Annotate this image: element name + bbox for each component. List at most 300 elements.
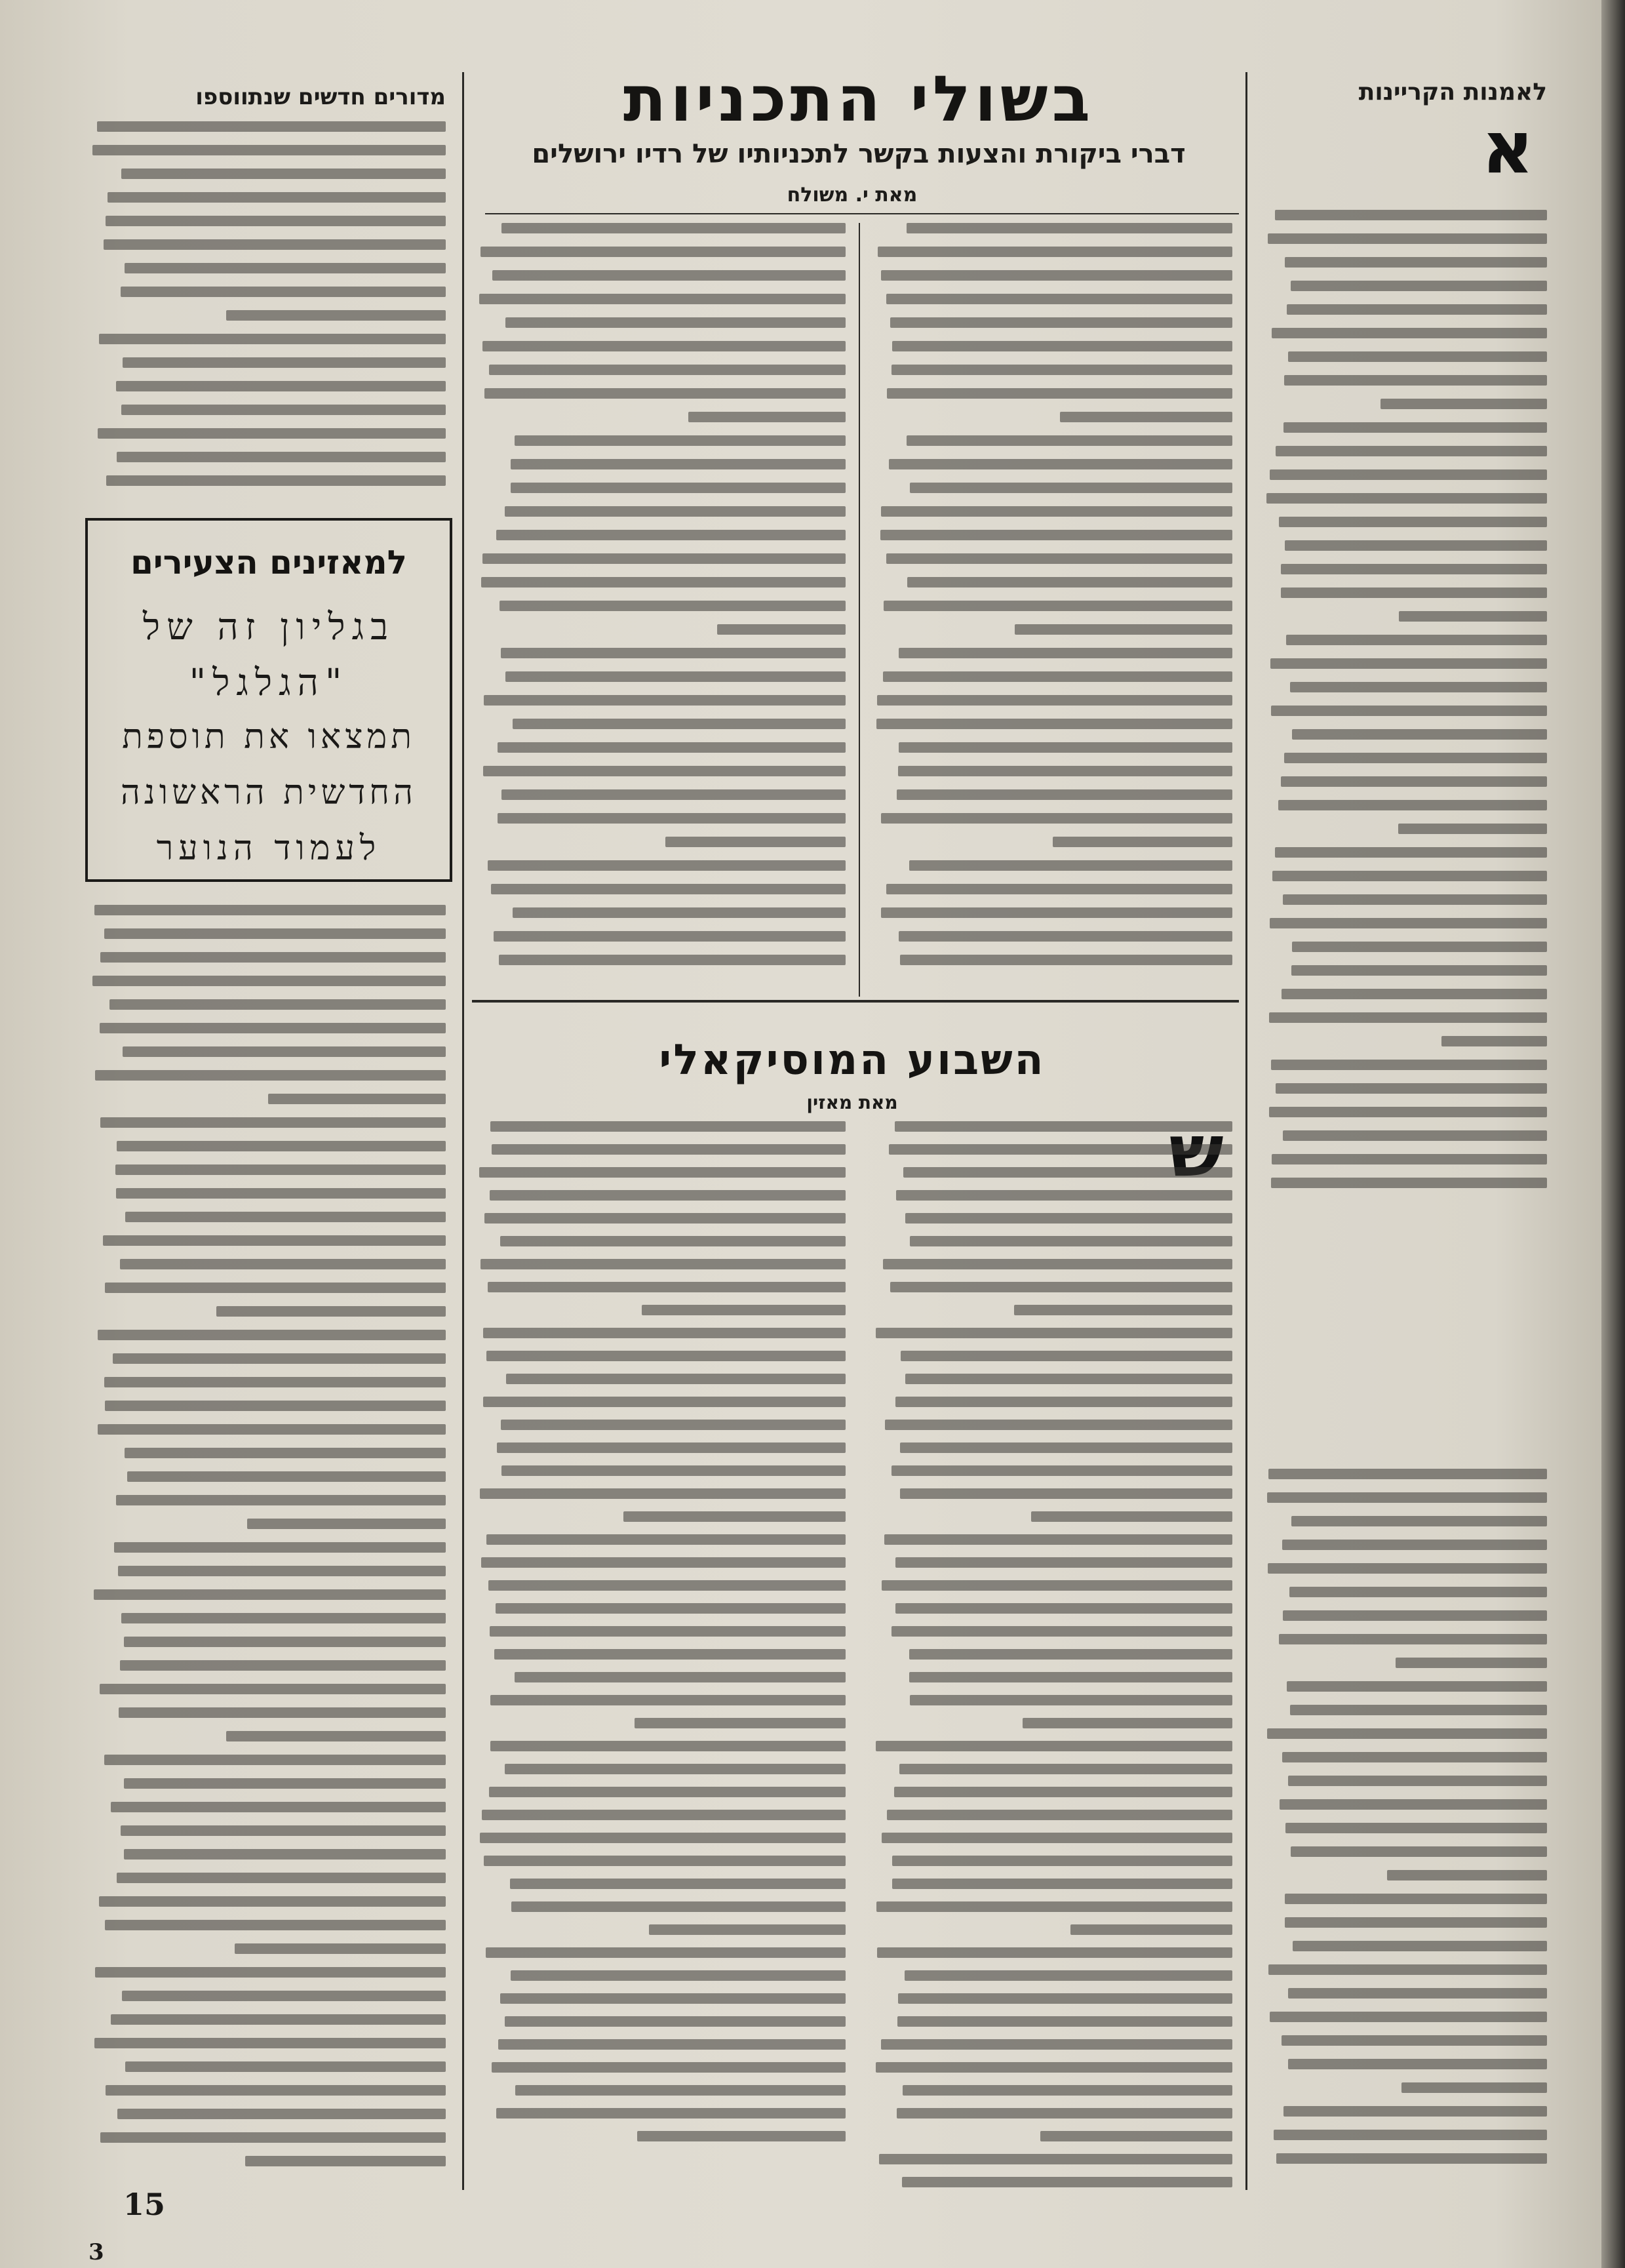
text-line-placeholder	[876, 1901, 1232, 1912]
text-line-placeholder	[124, 1778, 446, 1789]
text-line-placeholder	[889, 1144, 1232, 1155]
text-line-placeholder	[1023, 1718, 1232, 1728]
text-line-placeholder	[909, 860, 1232, 871]
text-line-placeholder	[895, 1121, 1232, 1132]
text-line-placeholder	[910, 1695, 1232, 1705]
text-line-placeholder	[1292, 729, 1547, 740]
text-line-placeholder	[882, 1580, 1232, 1591]
text-line-placeholder	[104, 1755, 446, 1765]
text-line-placeholder	[892, 1856, 1232, 1866]
text-line-placeholder	[1286, 635, 1547, 645]
text-line-placeholder	[106, 216, 446, 226]
text-line-placeholder	[104, 928, 446, 939]
text-line-placeholder	[106, 2085, 446, 2096]
text-line-placeholder	[903, 1167, 1232, 1178]
text-line-placeholder	[884, 601, 1232, 611]
text-line-placeholder	[100, 1023, 446, 1033]
text-line-placeholder	[486, 1351, 846, 1361]
text-line-placeholder	[1283, 894, 1547, 905]
headline-rule	[485, 213, 1239, 214]
text-line-placeholder	[124, 1637, 446, 1647]
text-line-placeholder	[907, 223, 1232, 233]
notice-box	[85, 518, 452, 882]
text-line-placeholder	[118, 1566, 446, 1576]
text-line-placeholder	[484, 695, 846, 706]
text-line-placeholder	[482, 1810, 846, 1820]
main-article-column-right	[875, 223, 1232, 977]
text-line-placeholder	[891, 365, 1232, 375]
text-line-placeholder	[897, 2016, 1232, 2027]
text-line-placeholder	[1280, 1799, 1547, 1810]
text-line-placeholder	[905, 1213, 1232, 1224]
text-line-placeholder	[878, 247, 1232, 257]
text-line-placeholder	[484, 1856, 846, 1866]
text-line-placeholder	[245, 2156, 446, 2166]
text-line-placeholder	[483, 1328, 846, 1338]
text-line-placeholder	[235, 1943, 446, 1954]
text-line-placeholder	[1270, 658, 1547, 669]
text-line-placeholder	[1279, 517, 1547, 527]
notice-box-title: למאזינים הצעירים	[130, 544, 407, 582]
text-line-placeholder	[484, 388, 846, 399]
main-byline: מאת י. משולח	[787, 184, 918, 207]
text-line-placeholder	[482, 553, 846, 564]
text-line-placeholder	[1289, 1587, 1547, 1597]
text-line-placeholder	[98, 1424, 446, 1435]
text-line-placeholder	[486, 1534, 846, 1545]
text-line-placeholder	[491, 884, 846, 894]
text-line-placeholder	[121, 1613, 446, 1623]
music-top-rule	[472, 1000, 1239, 1003]
text-line-placeholder	[105, 1283, 446, 1293]
text-line-placeholder	[1271, 1060, 1547, 1070]
notice-box-line: בגליון זה של	[142, 606, 395, 648]
text-line-placeholder	[1060, 412, 1232, 422]
text-line-placeholder	[505, 1764, 846, 1774]
text-line-placeholder	[121, 287, 446, 297]
text-line-placeholder	[488, 860, 846, 871]
text-line-placeholder	[1272, 871, 1547, 881]
text-line-placeholder	[105, 1920, 446, 1930]
text-line-placeholder	[900, 955, 1232, 965]
text-line-placeholder	[125, 1212, 446, 1222]
text-line-placeholder	[115, 1164, 446, 1175]
text-line-placeholder	[105, 1401, 446, 1411]
text-line-placeholder	[497, 1442, 846, 1453]
text-line-placeholder	[1285, 1917, 1547, 1928]
text-line-placeholder	[1287, 1681, 1547, 1692]
text-line-placeholder	[498, 2039, 846, 2050]
notice-box-line: החדשית הראשונה	[121, 773, 417, 812]
text-line-placeholder	[896, 1190, 1232, 1201]
text-line-placeholder	[127, 1471, 446, 1482]
text-line-placeholder	[1272, 328, 1547, 338]
text-line-placeholder	[1275, 847, 1547, 858]
text-line-placeholder	[500, 1993, 846, 2004]
text-line-placeholder	[100, 952, 446, 963]
text-line-placeholder	[505, 506, 846, 517]
main-article-column-left	[479, 223, 846, 977]
text-line-placeholder	[108, 192, 446, 203]
text-line-placeholder	[498, 742, 846, 753]
text-line-placeholder	[905, 1970, 1232, 1981]
text-line-placeholder	[1283, 1130, 1547, 1141]
text-line-placeholder	[1270, 2012, 1547, 2022]
text-line-placeholder	[887, 388, 1232, 399]
text-line-placeholder	[909, 1649, 1232, 1660]
text-line-placeholder	[877, 1947, 1232, 1958]
text-line-placeholder	[226, 310, 446, 321]
text-line-placeholder	[898, 766, 1232, 776]
text-line-placeholder	[97, 121, 446, 132]
text-line-placeholder	[901, 1351, 1232, 1361]
right-column-text	[1265, 106, 1547, 1193]
text-line-placeholder	[887, 1810, 1232, 1820]
text-line-placeholder	[894, 1787, 1232, 1797]
text-line-placeholder	[1396, 1658, 1547, 1668]
text-line-placeholder	[92, 145, 446, 155]
text-line-placeholder	[1278, 800, 1547, 810]
text-line-placeholder	[494, 1649, 846, 1660]
text-line-placeholder	[268, 1094, 446, 1104]
text-line-placeholder	[1285, 1894, 1547, 1904]
text-line-placeholder	[1380, 399, 1547, 409]
text-line-placeholder	[106, 475, 446, 486]
text-line-placeholder	[881, 270, 1232, 281]
text-line-placeholder	[1274, 2130, 1547, 2140]
column-rule	[1245, 72, 1247, 2190]
text-line-placeholder	[895, 1557, 1232, 1568]
text-line-placeholder	[1399, 611, 1547, 622]
text-line-placeholder	[511, 483, 846, 493]
music-byline: מאת מאזין	[806, 1092, 898, 1113]
text-line-placeholder	[1290, 1705, 1547, 1715]
text-line-placeholder	[902, 2177, 1232, 2187]
text-line-placeholder	[891, 1465, 1232, 1476]
text-line-placeholder	[506, 1374, 846, 1384]
text-line-placeholder	[1276, 1083, 1547, 1094]
text-line-placeholder	[1281, 776, 1547, 787]
text-line-placeholder	[482, 341, 846, 351]
text-line-placeholder	[481, 1557, 846, 1568]
text-line-placeholder	[903, 2085, 1232, 2096]
text-line-placeholder	[98, 1330, 446, 1340]
text-line-placeholder	[111, 1802, 446, 1812]
text-line-placeholder	[1031, 1511, 1232, 1522]
text-line-placeholder	[1387, 1870, 1547, 1880]
text-line-placeholder	[496, 1603, 846, 1614]
text-line-placeholder	[501, 1465, 846, 1476]
left-column-text-lower	[92, 905, 446, 2170]
text-line-placeholder	[513, 907, 846, 918]
text-line-placeholder	[884, 1534, 1232, 1545]
text-line-placeholder	[1285, 257, 1547, 268]
text-line-placeholder	[117, 1141, 446, 1151]
text-line-placeholder	[665, 837, 846, 847]
text-line-placeholder	[117, 452, 446, 462]
text-line-placeholder	[1279, 1634, 1547, 1644]
text-line-placeholder	[121, 169, 446, 179]
text-line-placeholder	[881, 907, 1232, 918]
text-line-placeholder	[499, 601, 846, 611]
text-line-placeholder	[104, 239, 446, 250]
text-line-placeholder	[489, 365, 846, 375]
text-line-placeholder	[1283, 422, 1547, 433]
main-subheadline: דברי ביקורת והצעות בקשר לתכניותיו של רדיו ירושלים	[532, 139, 1186, 169]
text-line-placeholder	[1283, 1610, 1547, 1621]
text-line-placeholder	[1290, 682, 1547, 692]
text-line-placeholder	[511, 1901, 846, 1912]
text-line-placeholder	[1275, 210, 1547, 220]
text-line-placeholder	[881, 813, 1232, 824]
text-line-placeholder	[1015, 624, 1232, 635]
text-line-placeholder	[892, 341, 1232, 351]
text-line-placeholder	[1291, 1846, 1547, 1857]
music-article-column-right	[875, 1121, 1232, 2197]
text-line-placeholder	[897, 789, 1232, 800]
text-line-placeholder	[479, 294, 846, 304]
text-line-placeholder	[1040, 2131, 1232, 2141]
text-line-placeholder	[1441, 1036, 1547, 1046]
text-line-placeholder	[481, 577, 846, 587]
text-line-placeholder	[494, 931, 846, 942]
text-line-placeholder	[1291, 965, 1547, 976]
text-line-placeholder	[897, 2108, 1232, 2119]
text-line-placeholder	[124, 1849, 446, 1860]
text-line-placeholder	[123, 357, 446, 368]
text-line-placeholder	[1282, 2035, 1547, 2046]
text-line-placeholder	[910, 483, 1232, 493]
text-line-placeholder	[886, 294, 1232, 304]
text-line-placeholder	[883, 1259, 1232, 1269]
text-line-placeholder	[501, 1420, 846, 1430]
text-line-placeholder	[490, 1626, 846, 1637]
notice-box-line: לעמוד הנוער	[156, 829, 382, 868]
text-line-placeholder	[515, 435, 846, 446]
text-line-placeholder	[95, 1070, 446, 1081]
text-line-placeholder	[1291, 1516, 1547, 1526]
text-line-placeholder	[876, 719, 1232, 729]
column-rule	[462, 72, 464, 2190]
text-line-placeholder	[899, 931, 1232, 942]
text-line-placeholder	[1276, 446, 1547, 456]
text-line-placeholder	[501, 648, 846, 658]
text-line-placeholder	[886, 553, 1232, 564]
page-number: 15	[123, 2187, 166, 2222]
text-line-placeholder	[492, 1144, 846, 1155]
text-line-placeholder	[907, 435, 1232, 446]
text-line-placeholder	[479, 1167, 846, 1178]
text-line-placeholder	[116, 1495, 446, 1505]
text-line-placeholder	[899, 648, 1232, 658]
text-line-placeholder	[1292, 942, 1547, 952]
text-line-placeholder	[876, 1741, 1232, 1751]
text-line-placeholder	[882, 1833, 1232, 1843]
text-line-placeholder	[119, 1707, 446, 1718]
text-line-placeholder	[117, 2109, 446, 2119]
text-line-placeholder	[1293, 1941, 1547, 1951]
text-line-placeholder	[899, 1764, 1232, 1774]
text-line-placeholder	[877, 695, 1232, 706]
text-line-placeholder	[880, 530, 1232, 540]
text-line-placeholder	[1270, 918, 1547, 928]
text-line-placeholder	[883, 671, 1232, 682]
music-headline: השבוע המוסיקאלי	[659, 1036, 1046, 1084]
text-line-placeholder	[1285, 540, 1547, 551]
text-line-placeholder	[1271, 706, 1547, 716]
text-line-placeholder	[1288, 351, 1547, 362]
text-line-placeholder	[1401, 2082, 1547, 2093]
text-line-placeholder	[1281, 587, 1547, 598]
text-line-placeholder	[120, 1660, 446, 1671]
text-line-placeholder	[642, 1305, 846, 1315]
text-line-placeholder	[1285, 1823, 1547, 1833]
text-line-placeholder	[125, 263, 446, 273]
text-line-placeholder	[649, 1924, 846, 1935]
text-line-placeholder	[492, 270, 846, 281]
text-line-placeholder	[1284, 753, 1547, 763]
text-line-placeholder	[1282, 989, 1547, 999]
text-line-placeholder	[120, 1259, 446, 1269]
page-spine	[1601, 0, 1625, 2268]
right-column-text-lower	[1265, 1469, 1547, 2183]
text-line-placeholder	[1014, 1305, 1232, 1315]
text-line-placeholder	[635, 1718, 846, 1728]
text-line-placeholder	[501, 223, 846, 233]
text-line-placeholder	[876, 2062, 1232, 2073]
text-line-placeholder	[1284, 375, 1547, 386]
text-line-placeholder	[490, 1190, 846, 1201]
text-line-placeholder	[103, 1235, 446, 1246]
text-line-placeholder	[122, 1991, 446, 2001]
text-line-placeholder	[480, 247, 846, 257]
text-line-placeholder	[486, 1947, 846, 1958]
text-line-placeholder	[510, 1879, 846, 1889]
text-line-placeholder	[505, 317, 846, 328]
text-line-placeholder	[111, 2014, 446, 2025]
text-line-placeholder	[104, 1377, 446, 1387]
text-line-placeholder	[1282, 1540, 1547, 1550]
text-line-placeholder	[889, 459, 1232, 469]
text-line-placeholder	[688, 412, 846, 422]
text-line-placeholder	[881, 506, 1232, 517]
text-line-placeholder	[1268, 1469, 1547, 1479]
text-line-placeholder	[490, 1121, 846, 1132]
text-line-placeholder	[488, 1282, 846, 1292]
text-line-placeholder	[498, 813, 846, 824]
main-headline: בשולי התכניות	[623, 62, 1095, 136]
text-line-placeholder	[1267, 1492, 1547, 1503]
text-line-placeholder	[1070, 1924, 1232, 1935]
text-line-placeholder	[1282, 1752, 1547, 1762]
text-line-placeholder	[94, 2038, 446, 2048]
text-line-placeholder	[489, 1787, 846, 1797]
text-line-placeholder	[1268, 1563, 1547, 1574]
text-line-placeholder	[100, 1684, 446, 1694]
text-line-placeholder	[505, 2016, 846, 2027]
text-line-placeholder	[1291, 281, 1547, 291]
text-line-placeholder	[1288, 1988, 1547, 1999]
text-line-placeholder	[92, 976, 446, 986]
text-line-placeholder	[99, 1896, 446, 1907]
text-line-placeholder	[623, 1511, 846, 1522]
text-line-placeholder	[488, 1580, 846, 1591]
text-line-placeholder	[515, 1672, 846, 1682]
text-line-placeholder	[496, 2108, 846, 2119]
text-line-placeholder	[1283, 2106, 1547, 2117]
text-line-placeholder	[94, 905, 446, 915]
text-line-placeholder	[881, 2039, 1232, 2050]
column-rule	[859, 223, 860, 997]
text-line-placeholder	[247, 1519, 446, 1529]
text-line-placeholder	[483, 1397, 846, 1407]
text-line-placeholder	[511, 459, 846, 469]
text-line-placeholder	[898, 1993, 1232, 2004]
text-line-placeholder	[121, 1825, 446, 1836]
text-line-placeholder	[890, 317, 1232, 328]
left-column-text	[92, 121, 446, 488]
text-line-placeholder	[1269, 1012, 1547, 1023]
text-line-placeholder	[483, 766, 846, 776]
text-line-placeholder	[891, 1626, 1232, 1637]
text-line-placeholder	[905, 1374, 1232, 1384]
text-line-placeholder	[95, 1967, 446, 1978]
left-column-title: מדורים חדשים שנתווספו	[195, 84, 446, 110]
text-line-placeholder	[1267, 1728, 1547, 1739]
text-line-placeholder	[480, 1488, 846, 1499]
right-drop-cap: א	[1481, 106, 1535, 189]
text-line-placeholder	[892, 1879, 1232, 1889]
text-line-placeholder	[98, 428, 446, 439]
text-line-placeholder	[116, 1188, 446, 1199]
text-line-placeholder	[895, 1397, 1232, 1407]
text-line-placeholder	[907, 577, 1232, 587]
text-line-placeholder	[910, 1236, 1232, 1246]
notice-box-line: תמצאו את תוספת	[122, 717, 416, 757]
text-line-placeholder	[113, 1353, 446, 1364]
text-line-placeholder	[1270, 469, 1547, 480]
text-line-placeholder	[492, 2062, 846, 2073]
text-line-placeholder	[500, 1236, 846, 1246]
text-line-placeholder	[1272, 1154, 1547, 1164]
text-line-placeholder	[513, 719, 846, 729]
text-line-placeholder	[480, 1833, 846, 1843]
text-line-placeholder	[1268, 1964, 1547, 1975]
text-line-placeholder	[515, 2085, 846, 2096]
text-line-placeholder	[1276, 2153, 1547, 2164]
text-line-placeholder	[501, 789, 846, 800]
text-line-placeholder	[886, 884, 1232, 894]
text-line-placeholder	[1271, 1178, 1547, 1188]
text-line-placeholder	[123, 1046, 446, 1057]
text-line-placeholder	[226, 1731, 446, 1741]
text-line-placeholder	[890, 1282, 1232, 1292]
text-line-placeholder	[1287, 304, 1547, 315]
text-line-placeholder	[490, 1695, 846, 1705]
text-line-placeholder	[1266, 493, 1547, 504]
text-line-placeholder	[499, 955, 846, 965]
text-line-placeholder	[109, 999, 446, 1010]
text-line-placeholder	[1281, 564, 1547, 574]
notice-box-line: "הגלגל"	[189, 662, 349, 704]
text-line-placeholder	[117, 1873, 446, 1883]
text-line-placeholder	[895, 1603, 1232, 1614]
text-line-placeholder	[1268, 233, 1547, 244]
text-line-placeholder	[900, 1488, 1232, 1499]
text-line-placeholder	[100, 1117, 446, 1128]
text-line-placeholder	[717, 624, 846, 635]
text-line-placeholder	[490, 1741, 846, 1751]
